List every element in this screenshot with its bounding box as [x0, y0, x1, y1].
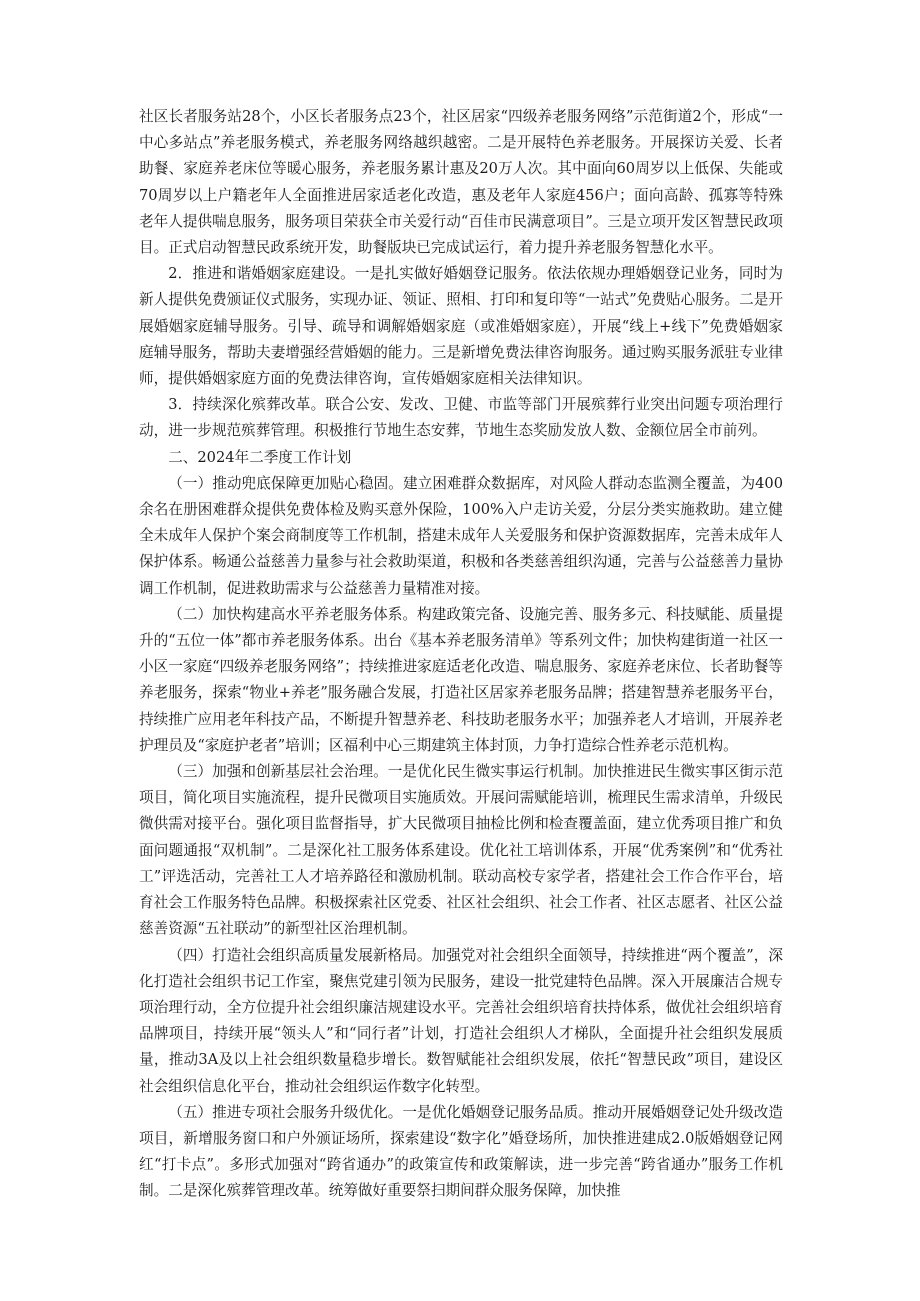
document-body — [139, 104, 783, 1205]
paragraph-plan-1-social-assistance: （一）推动兜底保障更加贴心稳固。建立困难群众数据库，对风险人群动态监测全覆盖，为400余名在册困难群众提供免费体检及购买意外保险，100%入户走访关爱，分层分类实施救助。建立健全未成年人保护个案会商制度等工作机制，搭建未成年人关爱服务和保护资源数据库，完善未成年人保护体系。畅通公益慈善力量参与社会救助渠道，积极和各类慈善组织沟通，完善与公益慈善力量协调工作机制，促进救助需求与公益慈善力量精准对接。 — [139, 474, 783, 597]
paragraph-plan-3-grassroots-governance: （三）加强和创新基层社会治理。一是优化民生微实事运行机制。加快推进民生微实事区街示范项目，简化项目实施流程，提升民微项目实施质效。开展问需赋能培训，梳理民生需求清单，升级民微供需对接平台。强化项目监督指导，扩大民微项目抽检比例和检查覆盖面，建立优秀项目推广和负面问题通报“双机制”。二是深化社工服务体系建设。优化社工培训体系，开展“优秀案例”和“优秀社工”评选活动，完善社工人才培养路径和激励机制。联动高校专家学者，搭建社会工作合作平台，培育社会工作服务特色品牌。积极探索社区党委、社区社会组织、社会工作者、社区志愿者、社区公益慈善资源“五社联动”的新型社区治理机制。 — [139, 763, 783, 938]
section-heading-q2-plan: 二、2024年二季度工作计划 — [168, 448, 352, 466]
paragraph-marriage-family: 2．推进和谐婚姻家庭建设。一是扎实做好婚姻登记服务。依法依规办理婚姻登记业务，同时为新人提供免费颁证仪式服务，实现办证、领证、照相、打印和复印等“一站式”免费贴心服务。二是开展婚姻家庭辅导服务。引导、疏导和调解婚姻家庭（或准婚姻家庭），开展“线上+线下”免费婚姻家庭辅导服务，帮助夫妻增强经营婚姻的能力。三是新增免费法律咨询服务。通过购买服务派驻专业律师，提供婚姻家庭方面的免费法律咨询，宣传婚姻家庭相关法律知识。 — [139, 265, 783, 388]
paragraph-plan-2-elderly-care: （二）加快构建高水平养老服务体系。构建政策完备、设施完善、服务多元、科技赋能、质量提升的“五位一体”都市养老服务体系。出台《基本养老服务清单》等系列文件；加快构建街道一社区一小区一家庭“四级养老服务网络”；持续推进家庭适老化改造、喘息服务、家庭养老床位、长者助餐等养老服务，探索“物业+养老”服务融合发展，打造社区居家养老服务品牌；搭建智慧养老服务平台，持续推广应用老年科技产品，不断提升智慧养老、科技助老服务水平；加强养老人才培训，开展养老护理员及“家庭护老者”培训；区福利中心三期建筑主体封顶，力争打造综合性养老示范机构。 — [139, 605, 783, 754]
paragraph-plan-5-special-services: （五）推进专项社会服务升级优化。一是优化婚姻登记服务品质。推动开展婚姻登记处升级改造项目，新增服务窗口和户外颁证场所，探索建设“数字化”婚登场所，加快推进建成2.0版婚姻登记网红“打卡点”。多形式加强对“跨省通办”的政策宣传和政策解读，进一步完善“跨省通办”服务工作机制。二是深化殡葬管理改革。统筹做好重要祭扫期间群众服务保障，加快推 — [139, 1103, 783, 1200]
paragraph-elderly-services-continued: 社区长者服务站28个，小区长者服务点23个，社区居家“四级养老服务网络”示范街道2个，形成“一中心多站点”养老服务模式，养老服务网络越织越密。二是开展特色养老服务。开展探访关爱、长者助餐、家庭养老床位等暖心服务，养老服务累计惠及20万人次。其中面向60周岁以上低保、失能或70周岁以上户籍老年人全面推进居家适老化改造，惠及老年人家庭456户；面向高龄、孤寡等特殊老年人提供喘息服务，服务项目荣获全市关爱行动“百佳市民满意项目”。三是立项开发区智慧民政项目。正式启动智慧民政系统开发，助餐版块已完成试运行，着力提升养老服务智慧化水平。 — [139, 108, 783, 257]
paragraph-plan-4-social-organizations: （四）打造社会组织高质量发展新格局。加强党对社会组织全面领导，持续推进“两个覆盖”，深化打造社会组织书记工作室，聚焦党建引领为民服务，建设一批党建特色品牌。深入开展廉洁合规专项治理行动，全方位提升社会组织廉洁规建设水平。完善社会组织培育扶持体系，做优社会组织培育品牌项目，持续开展“领头人”和“同行者”计划，打造社会组织人才梯队，全面提升社会组织发展质量，推动3A及以上社会组织数量稳步增长。数智赋能社会组织发展，依托“智慧民政”项目，建设区社会组织信息化平台，推动社会组织运作数字化转型。 — [139, 946, 783, 1095]
paragraph-funeral-reform: 3．持续深化殡葬改革。联合公安、发改、卫健、市监等部门开展殡葬行业突出问题专项治理行动，进一步规范殡葬管理。积极推行节地生态安葬，节地生态奖励发放人数、金额位居全市前列。 — [139, 396, 783, 440]
